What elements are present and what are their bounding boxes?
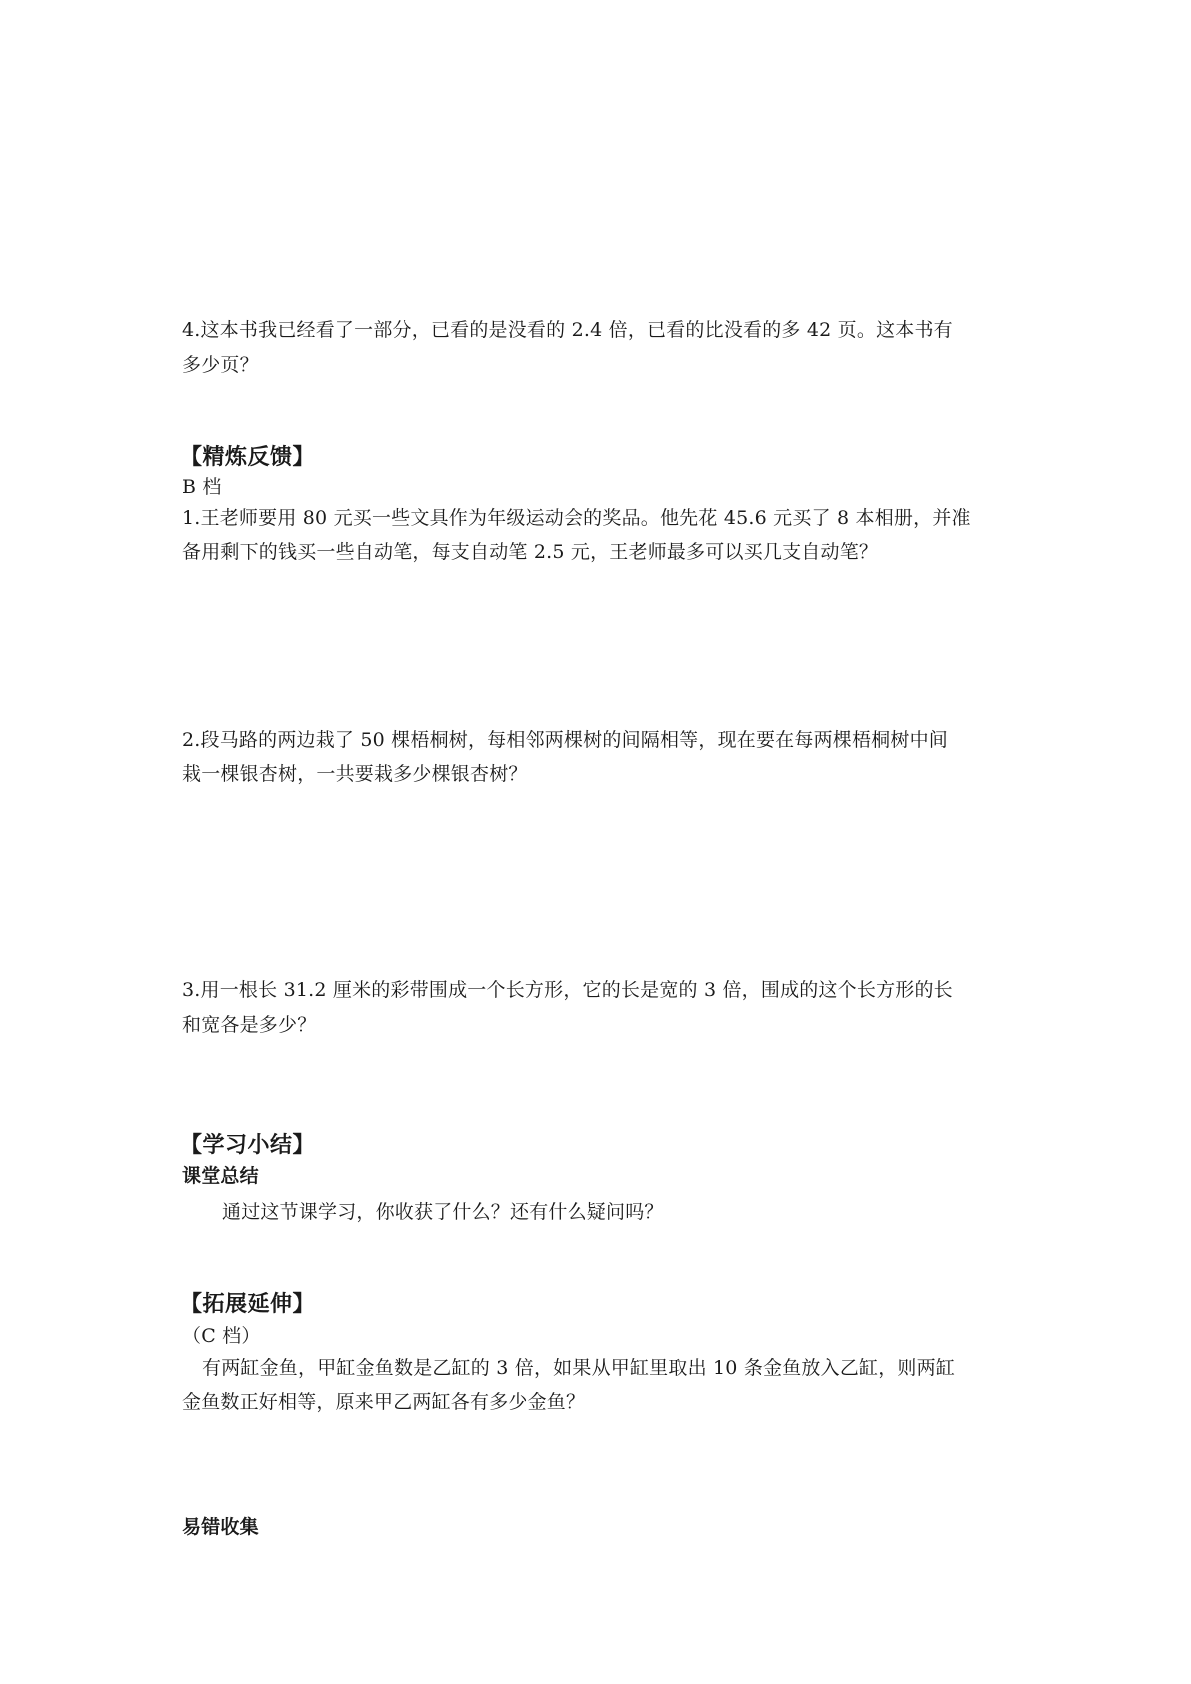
error-collection-heading: 易错收集 xyxy=(182,1516,259,1538)
extension-heading: 【拓展延伸】 xyxy=(180,1292,316,1317)
practice-question-1-line-2: 备用剩下的钱买一些自动笔，每支自动笔 2.5 元，王老师最多可以买几支自动笔？ xyxy=(182,541,879,563)
practice-question-3-line-1: 3.用一根长 31.2 厘米的彩带围成一个长方形，它的长是宽的 3 倍，围成的这个长方形的长 xyxy=(182,979,953,1001)
class-summary-text: 通过这节课学习，你收获了什么？还有什么疑问吗？ xyxy=(222,1201,664,1223)
question-4-line-1: 4.这本书我已经看了一部分，已看的是没看的 2.4 倍，已看的比没看的多 42 页。这本书有 xyxy=(182,319,953,341)
practice-question-2-line-1: 2.段马路的两边栽了 50 棵梧桐树，每相邻两棵树的间隔相等，现在要在每两棵梧桐树中间 xyxy=(182,729,948,751)
question-4-line-2: 多少页？ xyxy=(182,354,259,376)
extension-question-line-2: 金鱼数正好相等，原来甲乙两缸各有多少金鱼？ xyxy=(182,1391,586,1413)
practice-question-2-line-2: 栽一棵银杏树，一共要栽多少棵银杏树？ xyxy=(182,763,528,785)
practice-question-1-line-1: 1.王老师要用 80 元买一些文具作为年级运动会的奖品。他先花 45.6 元买了 8 本相册，并准 xyxy=(182,507,971,529)
learning-summary-heading: 【学习小结】 xyxy=(180,1133,316,1158)
practice-level-label: B 档 xyxy=(182,476,222,498)
extension-question-line-1: 有两缸金鱼，甲缸金鱼数是乙缸的 3 倍，如果从甲缸里取出 10 条金鱼放入乙缸，则两缸 xyxy=(202,1357,956,1379)
practice-question-3-line-2: 和宽各是多少？ xyxy=(182,1014,317,1036)
practice-feedback-heading: 【精炼反馈】 xyxy=(180,445,316,470)
extension-level-label: （C 档） xyxy=(182,1325,261,1347)
class-summary-subheading: 课堂总结 xyxy=(182,1165,259,1187)
